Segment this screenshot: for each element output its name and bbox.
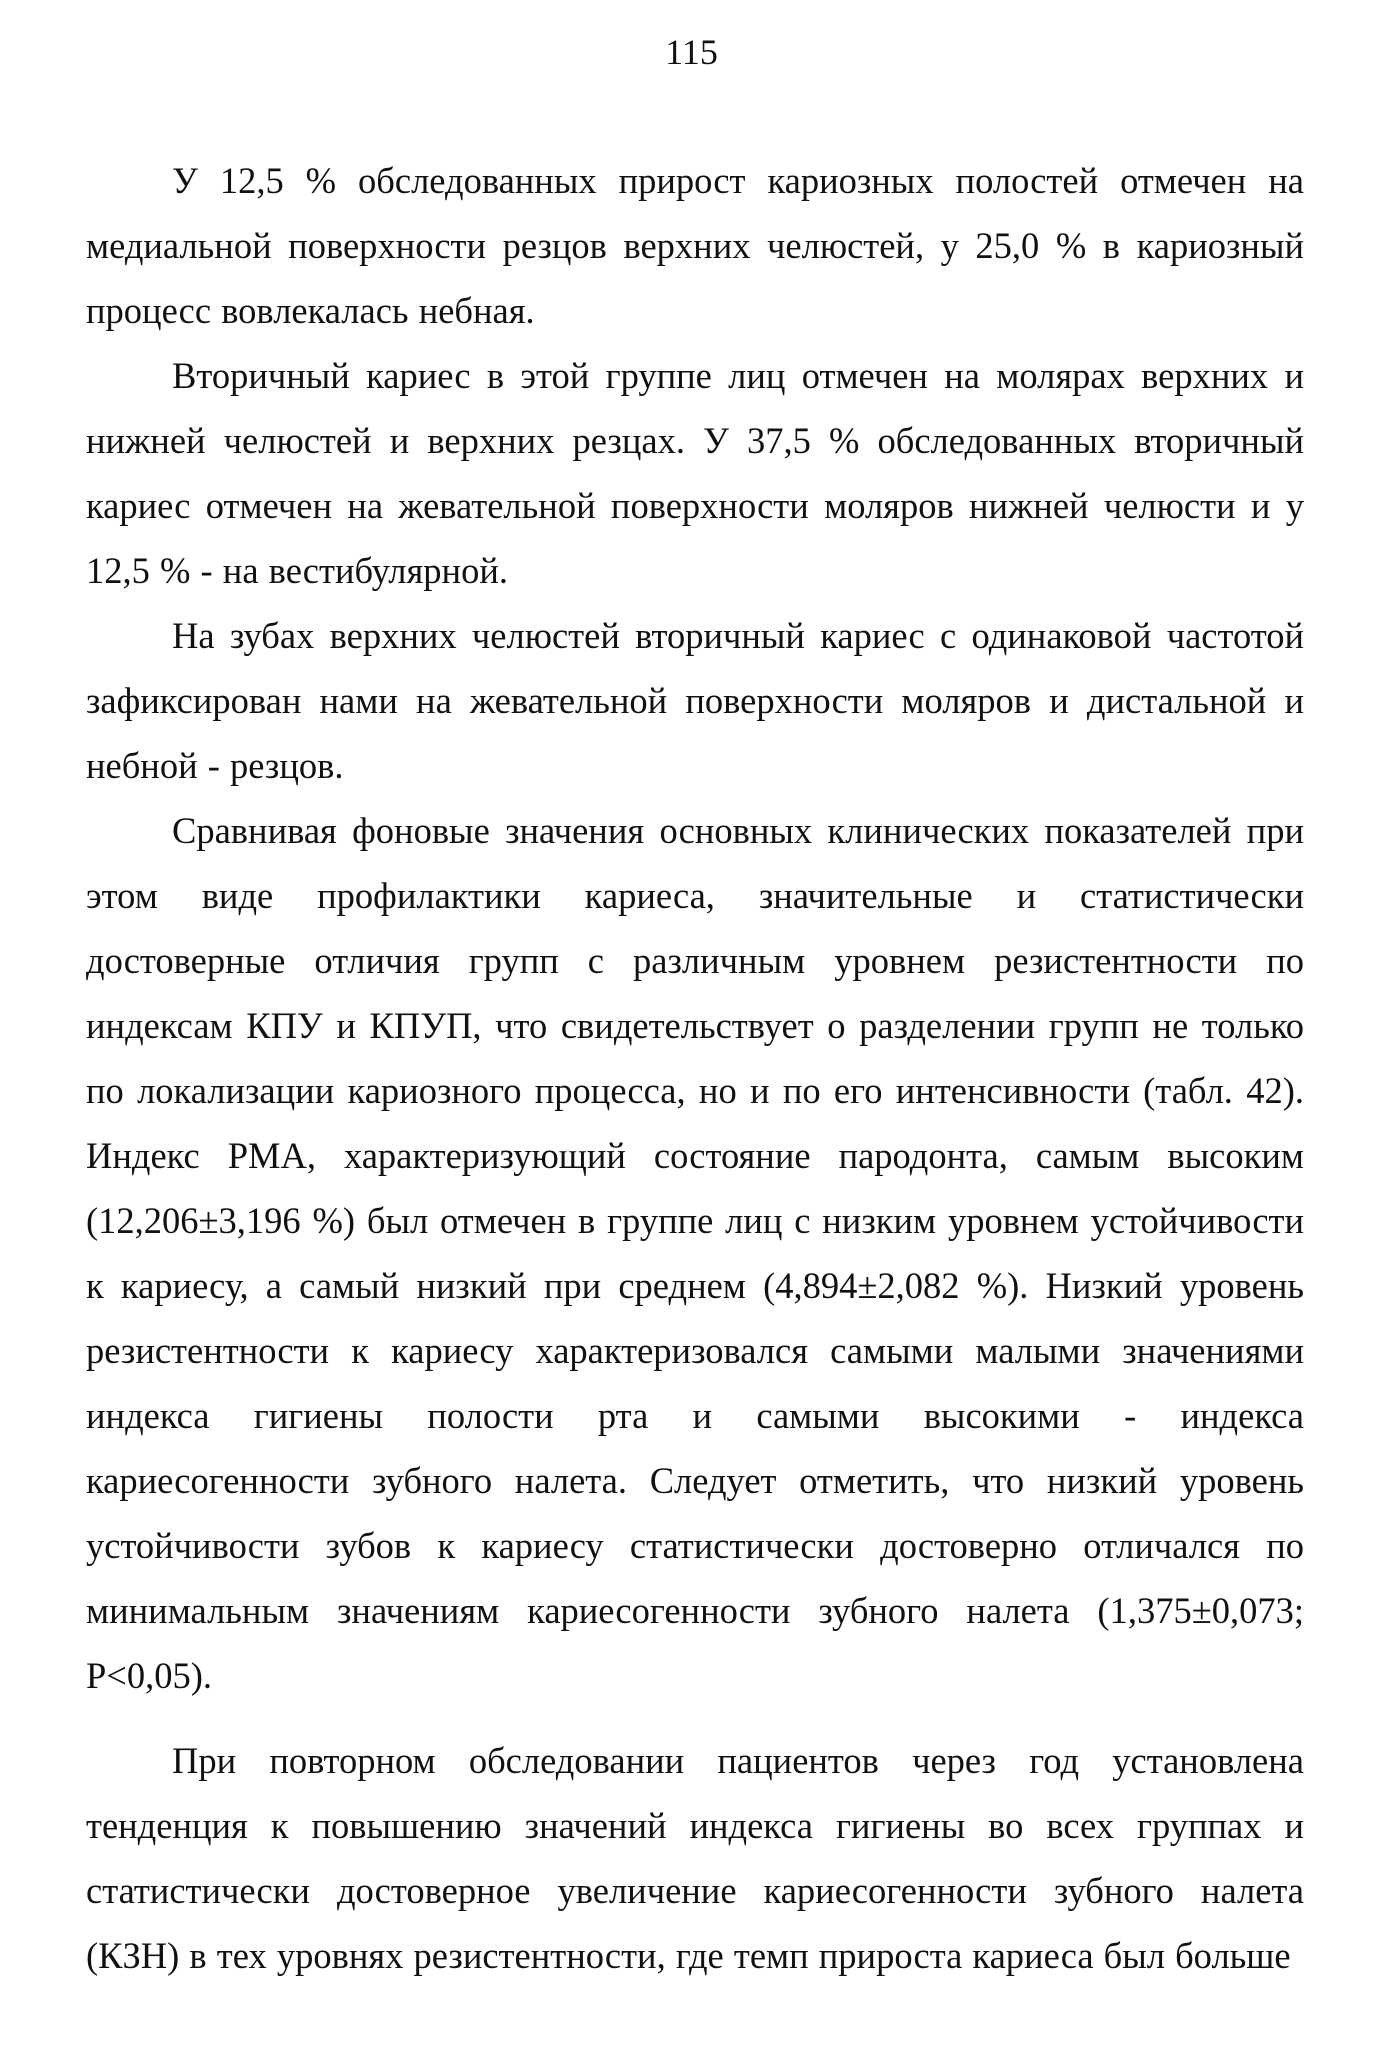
paragraph-2: Вторичный кариес в этой группе лиц отмечен на молярах верхних и нижней челюстей и верхних резцах. У 37,5 % обследованных вторичный кариес отмечен на жевательной поверхности моляров нижней челюсти и у 12,5 % - на вестибулярной. — [86, 355, 1304, 591]
body-text — [86, 148, 1304, 1988]
paragraph-5: При повторном обследовании пациентов через год установлена тенденция к повышению значений индекса гигиены во всех группах и статистически достоверное увеличение кариесогенности зубного налета (КЗН) в тех уровнях резистентности, где темп прироста кариеса был больше — [86, 1740, 1304, 1976]
page-number: 115 — [665, 32, 718, 72]
paragraph-4: Сравнивая фоновые значения основных клинических показателей при этом виде профилактики кариеса, значительные и статистически достоверные отличия групп с различным уровнем резистентности по индексам КПУ и КПУП, что свидетельствует о разделении групп не только по локализации кариозного процесса, но и по его интенсивности (табл. 42). Индекс РМА, характеризующий состояние пародонта, самым высоким (12,206±3,196 %) был отмечен в группе лиц с низким уровнем устойчивости к кариесу, а самый низкий при среднем (4,894±2,082 %). Низкий уровень резистентности к кариесу характеризовался самыми малыми значениями индекса гигиены полости рта и самыми высокими - индекса кариесогенности зубного налета. Следует отметить, что низкий уровень устойчивости зубов к кариесу статистически достоверно отличался по минимальным значениям кариесогенности зубного налета (1,375±0,073; Р<0,05). — [86, 810, 1304, 1696]
paragraph-1: У 12,5 % обследованных прирост кариозных полостей отмечен на медиальной поверхности резцов верхних челюстей, у 25,0 % в кариозный процесс вовлекалась небная. — [86, 160, 1304, 331]
paragraph-3: На зубах верхних челюстей вторичный кариес с одинаковой частотой зафиксирован нами на жевательной поверхности моляров и дистальной и небной - резцов. — [86, 615, 1304, 786]
